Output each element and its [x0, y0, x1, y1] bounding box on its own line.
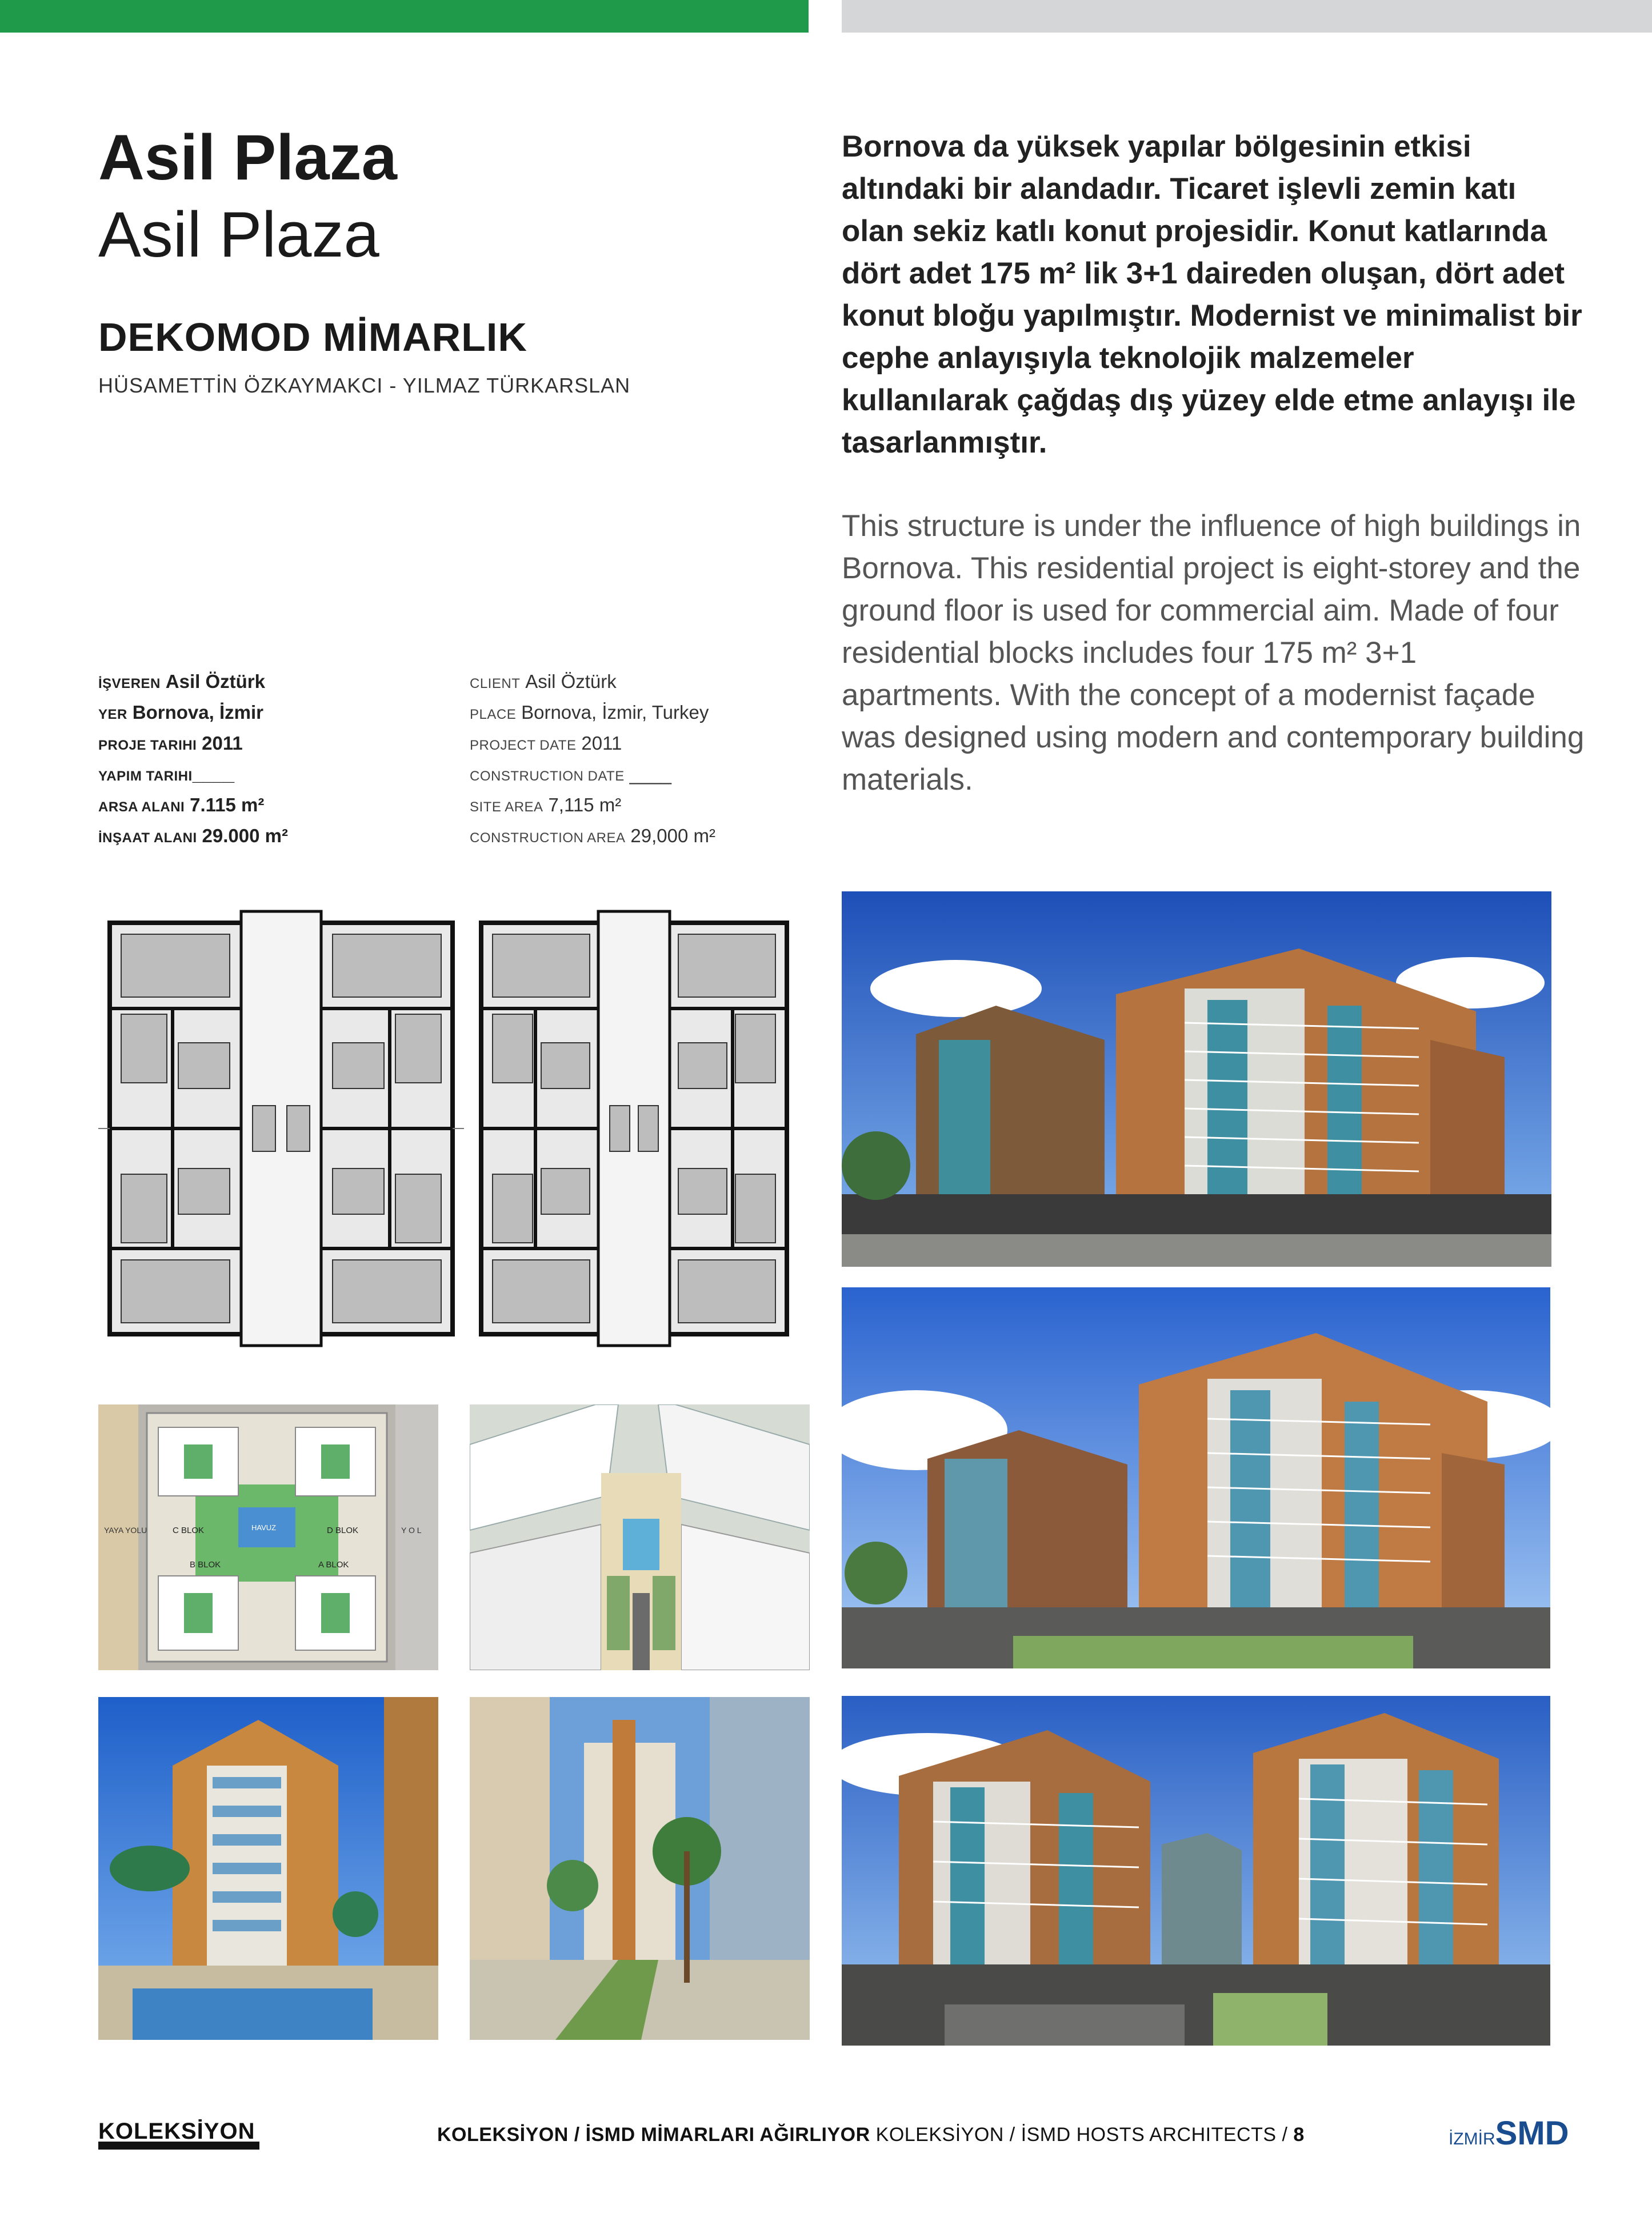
- koleksiyon-logo: KOLEKSİYON: [98, 2121, 259, 2150]
- footer-caption: KOLEKSİYON / İSMD MİMARLARI AĞIRLIYOR KOLEKSİYON / İSMD HOSTS ARCHITECTS / 8: [437, 2124, 1305, 2146]
- project-title-tr: Asil Plaza: [98, 122, 397, 193]
- info-row: ARSA ALANI 7.115 m²: [98, 794, 265, 815]
- project-info-tr: [98, 667, 288, 853]
- page-number: 8: [1293, 2124, 1305, 2146]
- architect-names: HÜSAMETTİN ÖZKAYMAKCI - YILMAZ TÜRKARSLAN: [98, 374, 631, 397]
- info-row: İNŞAAT ALANI 29.000 m²: [98, 825, 288, 846]
- aerial-render-image: [470, 1404, 810, 1670]
- site-left-road-label: YAYA YOLU: [104, 1526, 147, 1535]
- building-render-1-image: [842, 891, 1551, 1267]
- description-tr: Bornova da yüksek yapılar bölgesinin etkisi altındaki bir alandadır. Ticaret işlevli zemin katı olan sekiz katlı konut projesidir. Konut katlarında dört adet 175 m² lik 3+1 daireden oluşan, dört adet konut bloğu yapılmıştır. Modernist ve minimalist bir cephe anlayışıyla teknolojik malzemeler kullanılarak çağdaş dış yüzey elde etme anlayışı ile tasarlanmıştır.: [842, 130, 1582, 459]
- info-row: İŞVEREN Asil Öztürk: [98, 671, 265, 692]
- info-row: PROJECT DATE 2011: [470, 733, 622, 754]
- izmir-smd-logo: İZMİRSMD: [1449, 2115, 1569, 2152]
- floor-plan-1-image: [98, 900, 464, 1357]
- building-render-2-image: [842, 1287, 1550, 1668]
- building-render-3-image: [842, 1696, 1550, 2046]
- info-row: SITE AREA 7,115 m²: [470, 794, 622, 815]
- site-pool-label: HAVUZ: [251, 1523, 277, 1532]
- info-row: YAPIM TARIHI____: [98, 763, 235, 785]
- courtyard-render-image: [470, 1697, 810, 2040]
- site-block-d-label: D BLOK: [327, 1526, 359, 1535]
- site-block-a-label: A BLOK: [318, 1560, 349, 1570]
- project-info-en: [470, 667, 715, 853]
- info-row: CONSTRUCTION DATE ____: [470, 763, 672, 785]
- description-en: This structure is under the influence of high buildings in Bornova. This residential project is eight-storey and the ground floor is used for commercial aim. Made of four residential blocks includes four 175 m² 3+1 apartments. With the concept of a modernist façade was designed using modern and contemporary building materials.: [842, 509, 1585, 797]
- site-block-c-label: C BLOK: [173, 1526, 205, 1535]
- header-gray-bar: [842, 0, 1652, 33]
- info-row: PROJE TARIHI 2011: [98, 733, 243, 754]
- firm-name: DEKOMOD MİMARLIK: [98, 315, 527, 359]
- info-row: PLACE Bornova, İzmir, Turkey: [470, 702, 709, 723]
- info-row: CONSTRUCTION AREA 29,000 m²: [470, 825, 716, 846]
- header-green-bar: [0, 0, 809, 33]
- info-row: YER Bornova, İzmir: [98, 702, 263, 723]
- floor-plan-2-image: [470, 900, 798, 1357]
- site-plan-image: [98, 1404, 438, 1670]
- info-row: CLIENT Asil Öztürk: [470, 671, 617, 692]
- poolside-render-image: [98, 1697, 438, 2040]
- site-block-b-label: B BLOK: [190, 1560, 221, 1570]
- project-title-en: Asil Plaza: [98, 199, 379, 270]
- site-right-road-label: Y O L: [401, 1526, 422, 1535]
